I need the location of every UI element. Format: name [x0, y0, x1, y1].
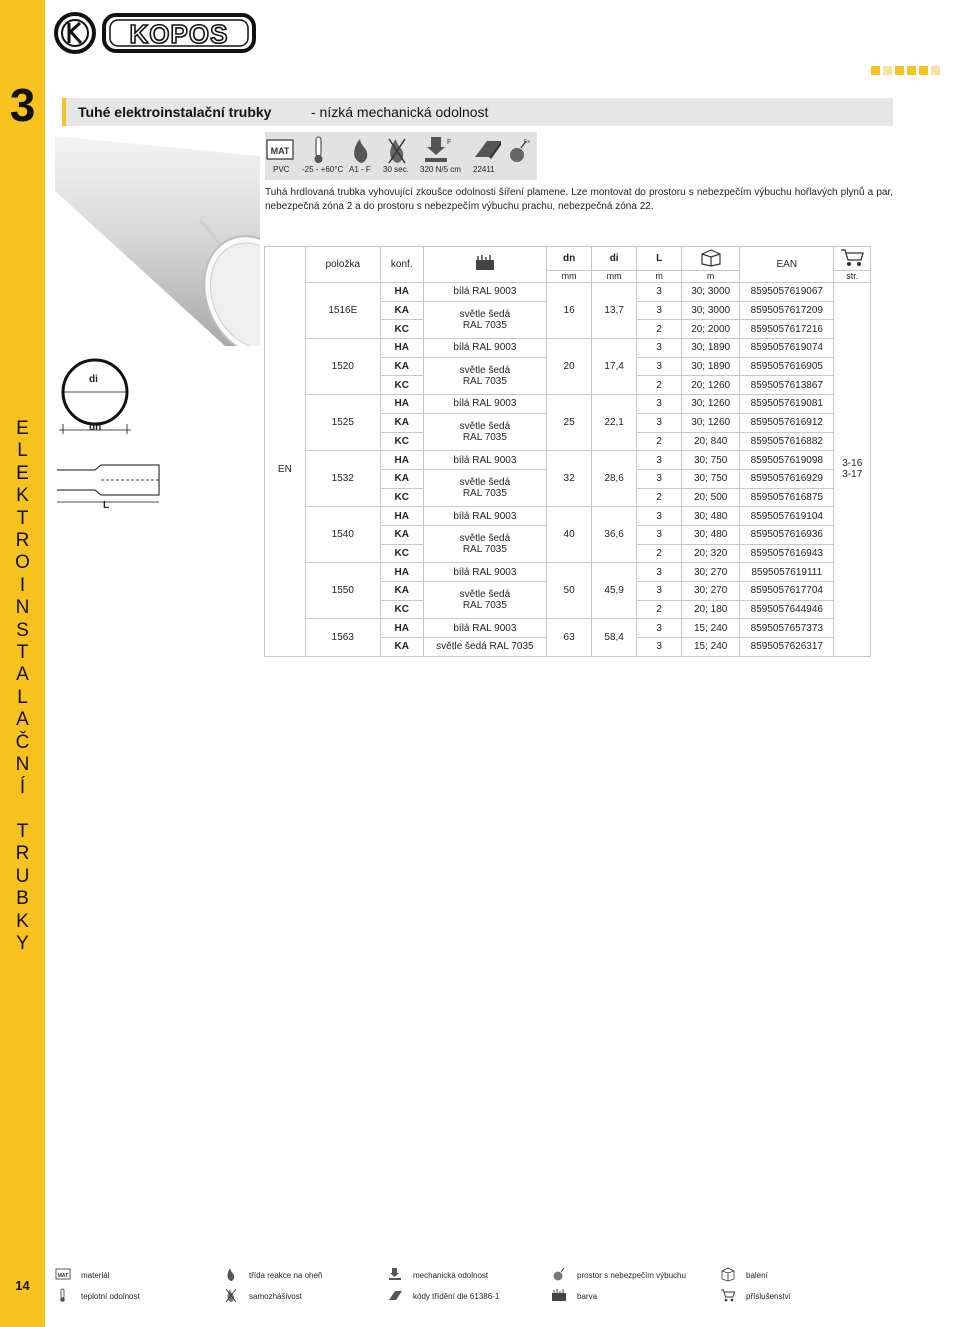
icon-label-mechanical-resistance: 320 N/5 cm [420, 165, 461, 174]
page-number: 14 [15, 1278, 30, 1293]
table-row [265, 619, 871, 638]
dn-cell: 16 [547, 283, 592, 339]
ean-cell: 8595057619098 [740, 451, 834, 470]
legend-label: barva [577, 1292, 598, 1301]
kopos-logo [54, 11, 256, 60]
color-line2: RAL 7035 [462, 319, 507, 331]
package-cell: 20; 2000 [682, 320, 740, 339]
item-code: 1532 [305, 451, 380, 507]
unit-di: mm [592, 271, 637, 283]
sidebar-letter: T [16, 820, 29, 842]
item-code: 1550 [305, 563, 380, 619]
package-cell: 15; 240 [682, 638, 740, 657]
sidebar-letter: T [16, 642, 29, 664]
diagram-label-length: L [103, 500, 110, 511]
legend-label: balení [746, 1271, 768, 1280]
color-line1: světle šedá [459, 533, 511, 545]
color-cell [423, 413, 546, 450]
flame-icon [223, 1267, 239, 1287]
classification-code-icon [387, 1288, 403, 1308]
konf-cell: KC [380, 432, 423, 451]
package-cell: 20; 180 [682, 600, 740, 619]
konf-cell: KA [380, 357, 423, 376]
mechanical-resistance-icon [387, 1267, 403, 1287]
color-line1: světle šedá [459, 364, 511, 376]
package-cell: 30; 480 [682, 507, 740, 526]
length-cell: 3 [637, 619, 682, 638]
thermometer-icon [315, 137, 323, 163]
dimension-diagram [55, 350, 170, 525]
self-extinguish-icon [389, 139, 405, 163]
sidebar-letter: U [15, 865, 30, 887]
sidebar-letter: A [16, 664, 29, 686]
explosion-icon [551, 1267, 567, 1287]
length-cell: 3 [637, 582, 682, 601]
header-accessory-icon [834, 247, 871, 271]
package-cell: 30; 270 [682, 582, 740, 601]
page-ref: 3-16 [842, 458, 863, 470]
package-cell: 20; 840 [682, 432, 740, 451]
length-cell: 2 [637, 544, 682, 563]
dn-cell: 50 [547, 563, 592, 619]
unit-page: str. [834, 271, 871, 283]
sidebar-letter: Í [19, 776, 26, 798]
product-table [264, 246, 871, 657]
property-icon-strip [265, 132, 537, 180]
ean-cell: 8595057617209 [740, 301, 834, 320]
flame-icon [354, 139, 367, 163]
color-icon [474, 254, 496, 272]
package-cell: 30; 3000 [682, 301, 740, 320]
color-line2: RAL 7035 [462, 375, 507, 387]
ean-cell: 8595057617704 [740, 582, 834, 601]
sidebar-vertical-title [0, 418, 45, 955]
header-polozka: položka [305, 247, 380, 283]
legend-label: teplotní odolnost [81, 1292, 140, 1301]
color-line2: RAL 7035 [462, 488, 507, 500]
color-cell: světle šedá RAL 7035 [423, 638, 546, 657]
konf-cell: KA [380, 525, 423, 544]
sidebar-letter: Y [16, 932, 29, 954]
group-label: EN [265, 283, 306, 657]
di-cell: 17,4 [592, 339, 637, 395]
item-code: 1525 [305, 395, 380, 451]
dn-cell: 32 [547, 451, 592, 507]
length-cell: 3 [637, 638, 682, 657]
ean-cell: 8595057619111 [740, 563, 834, 582]
sidebar-letter: S [16, 619, 29, 641]
table-row [265, 451, 871, 470]
legend-footer [55, 1268, 955, 1308]
konf-cell: HA [380, 507, 423, 526]
unit-dn: mm [547, 271, 592, 283]
ean-cell: 8595057616912 [740, 413, 834, 432]
svg-text:Ex: Ex [524, 139, 530, 145]
ean-cell: 8595057616905 [740, 357, 834, 376]
accessory-icon [720, 1288, 736, 1308]
legend-label: samozhášivost [249, 1292, 302, 1301]
color-line1: světle šedá [459, 308, 511, 320]
color-line2: RAL 7035 [462, 544, 507, 556]
sidebar-letter: L [17, 686, 28, 708]
color-cell [423, 582, 546, 619]
header-di: di [592, 247, 637, 271]
package-cell: 20; 1260 [682, 376, 740, 395]
svg-text:KOPOS: KOPOS [129, 19, 229, 49]
diagram-label-dn: dn [89, 422, 102, 433]
page-ref-cell [834, 283, 871, 657]
svg-text:MAT: MAT [270, 146, 290, 156]
konf-cell: HA [380, 563, 423, 582]
sidebar-letter: K [16, 485, 29, 507]
mat-icon [55, 1267, 71, 1287]
ean-cell: 8595057619067 [740, 283, 834, 302]
sidebar-letter: T [16, 507, 29, 529]
color-cell [423, 469, 546, 506]
header-package-icon [682, 247, 740, 271]
table-row [265, 395, 871, 414]
icon-label-flame: A1 - F [349, 165, 371, 174]
package-icon [720, 1267, 736, 1287]
header-length: L [637, 247, 682, 271]
package-cell: 20; 500 [682, 488, 740, 507]
explosion-icon [510, 139, 530, 162]
self-extinguish-icon [223, 1288, 239, 1308]
di-cell: 13,7 [592, 283, 637, 339]
ean-cell: 8595057616936 [740, 525, 834, 544]
ean-cell: 8595057617216 [740, 320, 834, 339]
color-cell [423, 525, 546, 562]
section-subtitle: - nízká mechanická odolnost [311, 104, 489, 120]
dn-cell: 40 [547, 507, 592, 563]
header-konf: konf. [380, 247, 423, 283]
legend-label: třída reakce na oheň [249, 1271, 323, 1280]
unit-package: m [682, 271, 740, 283]
konf-cell: HA [380, 619, 423, 638]
mat-icon [267, 140, 293, 159]
dn-cell: 20 [547, 339, 592, 395]
konf-cell: KA [380, 469, 423, 488]
product-description: Tuhá hrdlovaná trubka vyhovující zkoušce odolnosti šíření plamene. Lze montovat do prostoru s nebezpečím výbuchu hořlavých plynů a par, nebezpečná zóna 2 a do prostoru s nebezpečím výbuchu prachu, nebezpečná zóna 22. [265, 187, 893, 212]
color-cell: bílá RAL 9003 [423, 283, 546, 302]
header-dn: dn [547, 247, 592, 271]
color-line1: světle šedá [459, 589, 511, 601]
konf-cell: HA [380, 451, 423, 470]
color-line2: RAL 7035 [462, 432, 507, 443]
konf-cell: KA [380, 413, 423, 432]
icon-label-thermometer: -25 - +60°C [302, 165, 344, 174]
page-ref: 3-17 [842, 469, 863, 481]
di-cell: 22,1 [592, 395, 637, 451]
sidebar-letter: N [15, 597, 30, 619]
length-cell: 3 [637, 301, 682, 320]
package-cell: 30; 750 [682, 451, 740, 470]
mechanical-resistance-icon [425, 137, 451, 162]
konf-cell: HA [380, 339, 423, 358]
header-color-icon [423, 247, 546, 283]
ean-cell: 8595057626317 [740, 638, 834, 657]
length-cell: 3 [637, 451, 682, 470]
ean-cell: 8595057644946 [740, 600, 834, 619]
section-title: Tuhé elektroinstalační trubky [78, 104, 272, 120]
color-line2: RAL 7035 [462, 600, 507, 612]
ean-cell: 8595057619104 [740, 507, 834, 526]
konf-cell: KC [380, 600, 423, 619]
item-code: 1563 [305, 619, 380, 656]
package-cell: 30; 1260 [682, 395, 740, 414]
color-icon [551, 1288, 567, 1308]
ean-cell: 8595057616875 [740, 488, 834, 507]
color-cell [423, 301, 546, 338]
decorative-squares [871, 66, 940, 75]
sidebar-letter: R [15, 530, 30, 552]
chapter-number: 3 [9, 79, 36, 131]
icon-label-mat: PVC [273, 165, 290, 174]
ean-cell: 8595057616929 [740, 469, 834, 488]
ean-cell: 8595057619081 [740, 395, 834, 414]
package-cell: 20; 320 [682, 544, 740, 563]
package-cell: 15; 240 [682, 619, 740, 638]
ean-cell: 8595057613867 [740, 376, 834, 395]
package-cell: 30; 1890 [682, 357, 740, 376]
color-cell: bílá RAL 9003 [423, 395, 546, 414]
ean-cell: 8595057616882 [740, 432, 834, 451]
ean-cell: 8595057619074 [740, 339, 834, 358]
package-cell: 30; 480 [682, 525, 740, 544]
length-cell: 2 [637, 376, 682, 395]
section-title-bar [62, 98, 893, 126]
length-cell: 2 [637, 600, 682, 619]
color-cell: bílá RAL 9003 [423, 563, 546, 582]
length-cell: 2 [637, 432, 682, 451]
item-code: 1520 [305, 339, 380, 395]
color-line1: světle šedá [459, 421, 511, 432]
package-cell: 30; 3000 [682, 283, 740, 302]
sidebar-letter: R [15, 843, 30, 865]
color-cell: bílá RAL 9003 [423, 619, 546, 638]
length-cell: 3 [637, 395, 682, 414]
package-cell: 30; 1890 [682, 339, 740, 358]
svg-text:MAT: MAT [57, 1273, 69, 1279]
length-cell: 3 [637, 339, 682, 358]
sidebar-letter: L [17, 440, 28, 462]
color-cell: bílá RAL 9003 [423, 451, 546, 470]
legend-label: materiál [81, 1271, 110, 1280]
table-cell [265, 247, 306, 283]
package-cell: 30; 1260 [682, 413, 740, 432]
length-cell: 3 [637, 283, 682, 302]
classification-code-icon [475, 141, 501, 159]
ean-cell: 8595057616943 [740, 544, 834, 563]
length-cell: 2 [637, 320, 682, 339]
length-cell: 2 [637, 488, 682, 507]
length-cell: 3 [637, 357, 682, 376]
di-cell: 36,6 [592, 507, 637, 563]
length-cell: 3 [637, 525, 682, 544]
konf-cell: HA [380, 283, 423, 302]
sidebar-letter: O [15, 552, 30, 574]
sidebar-letter: N [15, 754, 30, 776]
item-code: 1540 [305, 507, 380, 563]
sidebar-letter [0, 799, 45, 821]
item-code: 1516E [305, 283, 380, 339]
konf-cell: HA [380, 395, 423, 414]
table-row [265, 563, 871, 582]
konf-cell: KC [380, 544, 423, 563]
di-cell: 45,9 [592, 563, 637, 619]
di-cell: 28,6 [592, 451, 637, 507]
icon-label-classification-code: 22411 [473, 165, 495, 174]
diagram-label-di: di [89, 374, 98, 385]
sidebar-letter: Č [15, 731, 30, 753]
dn-cell: 63 [547, 619, 592, 656]
dn-cell: 25 [547, 395, 592, 451]
unit-length: m [637, 271, 682, 283]
konf-cell: KA [380, 301, 423, 320]
legend-label: kódy třídění dle 61386-1 [413, 1292, 500, 1301]
svg-text:F: F [447, 139, 452, 146]
konf-cell: KA [380, 638, 423, 657]
icon-label-self-extinguish: 30 sec. [383, 165, 409, 174]
legend-label: prostor s nebezpečím výbuchu [577, 1271, 686, 1280]
sidebar-letter: I [19, 574, 26, 596]
di-cell: 58,4 [592, 619, 637, 656]
package-cell: 30; 750 [682, 469, 740, 488]
pipe-image [55, 136, 260, 351]
length-cell: 3 [637, 563, 682, 582]
color-cell: bílá RAL 9003 [423, 339, 546, 358]
konf-cell: KA [380, 582, 423, 601]
sidebar-letter: B [16, 888, 29, 910]
table-row [265, 507, 871, 526]
length-cell: 3 [637, 507, 682, 526]
konf-cell: KC [380, 488, 423, 507]
legend-label: mechanická odolnost [413, 1271, 489, 1280]
length-cell: 3 [637, 469, 682, 488]
sidebar-letter: E [16, 462, 29, 484]
legend-label: příslušenství [746, 1292, 791, 1301]
table-row [265, 283, 871, 302]
konf-cell: KC [380, 320, 423, 339]
sidebar-letter: A [16, 709, 29, 731]
konf-cell: KC [380, 376, 423, 395]
table-row [265, 339, 871, 358]
thermometer-icon [55, 1288, 71, 1308]
ean-cell: 8595057657373 [740, 619, 834, 638]
accessory-icon [839, 247, 865, 267]
sidebar-letter: E [16, 418, 29, 439]
color-cell: bílá RAL 9003 [423, 507, 546, 526]
package-icon [699, 247, 723, 267]
sidebar-letter: K [16, 910, 29, 932]
table-header-row [265, 247, 871, 271]
length-cell: 3 [637, 413, 682, 432]
color-cell [423, 357, 546, 394]
header-ean: EAN [740, 247, 834, 283]
package-cell: 30; 270 [682, 563, 740, 582]
color-line1: světle šedá [459, 477, 511, 489]
